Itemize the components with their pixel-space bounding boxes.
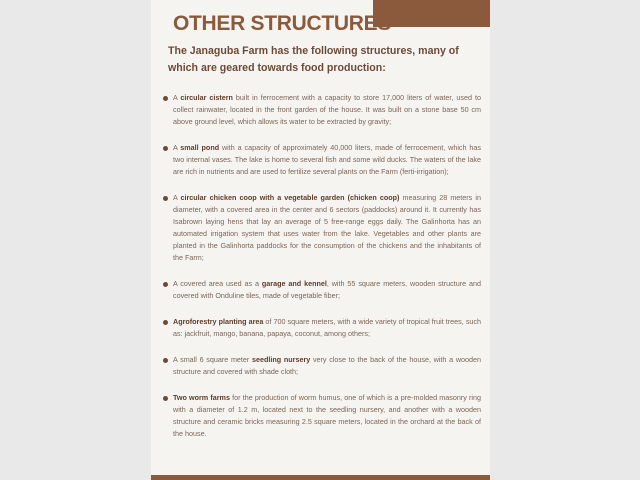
item-text: for the production of worm humus, one of which is a pre-molded masonry ring with a diameter of 1.2 m, located next to the seedling nursery, and another with a wooden structure and ceramic bricks measuring 2.5 square meters, located in the orchard at the back of the house. xyxy=(173,393,481,438)
item-text: A small 6 square meter xyxy=(173,355,253,364)
item-highlight: Two worm farms xyxy=(173,393,230,402)
item-text: A xyxy=(173,193,181,202)
bullet-icon xyxy=(163,396,168,401)
list-item xyxy=(163,142,481,178)
bullet-icon xyxy=(163,196,168,201)
bullet-icon xyxy=(163,96,168,101)
document-page xyxy=(151,0,490,480)
item-text: A covered area used as a xyxy=(173,279,262,288)
item-highlight: circular chicken coop with a vegetable garden (chicken coop) xyxy=(180,193,400,202)
structures-list xyxy=(163,92,481,454)
list-item xyxy=(163,278,481,302)
item-highlight: garage and kennel xyxy=(261,279,327,288)
bullet-icon xyxy=(163,358,168,363)
item-text: with a capacity of approximately 40,000 liters, made of ferrocement, which has two internal vases. The lake is home to several fish and some wild ducks. The waters of the lake are rich in nutrients and are used to fertilize several plants on the Farm (ferti-irrigation); xyxy=(173,143,481,176)
item-text: A xyxy=(173,143,181,152)
item-highlight: small pond xyxy=(180,143,220,152)
bullet-icon xyxy=(163,320,168,325)
page-title: OTHER STRUCTURES xyxy=(173,12,392,35)
list-item xyxy=(163,354,481,378)
item-highlight: seedling nursery xyxy=(252,355,311,364)
item-text: A xyxy=(173,93,181,102)
item-text: built in ferrocement with a capacity to store 17,000 liters of water, used to collect rainwater, located in the front garden of the house. It was built on a stone base 50 cm above ground level, which allows its water to be extracted by gravity; xyxy=(173,93,481,126)
item-highlight: Agroforestry planting area xyxy=(173,317,264,326)
item-text: measuring 28 meters in diameter, with a covered area in the center and 6 sectors (paddocks) around it. It currently has Isabrown laying hens that lay an average of 5 free-range eggs daily. The Galinhorta has an automated irrigation system that uses water from the lake. Vegetables and other plants are planted in the Galinhorta paddocks for the consumption of the chickens and the inhabitants of the Farm; xyxy=(173,193,481,262)
item-text: , with 55 square meters, wooden structure and covered with Onduline tiles, made of vegetable fiber; xyxy=(173,279,481,300)
bullet-icon xyxy=(163,282,168,287)
intro-paragraph: The Janaguba Farm has the following structures, many of which are geared towards food production: xyxy=(168,45,459,74)
bullet-icon xyxy=(163,146,168,151)
item-text: very close to the back of the house, with a wooden structure and covered with shade cloth; xyxy=(173,355,481,376)
list-item xyxy=(163,92,481,128)
list-item xyxy=(163,192,481,264)
bottom-bar-decoration xyxy=(151,475,490,480)
item-highlight: circular cistern xyxy=(180,93,233,102)
list-item xyxy=(163,316,481,340)
item-text: of 700 square meters, with a wide variety of tropical fruit trees, such as: jackfruit, mango, banana, papaya, coconut, among others; xyxy=(173,317,481,338)
list-item xyxy=(163,392,481,440)
